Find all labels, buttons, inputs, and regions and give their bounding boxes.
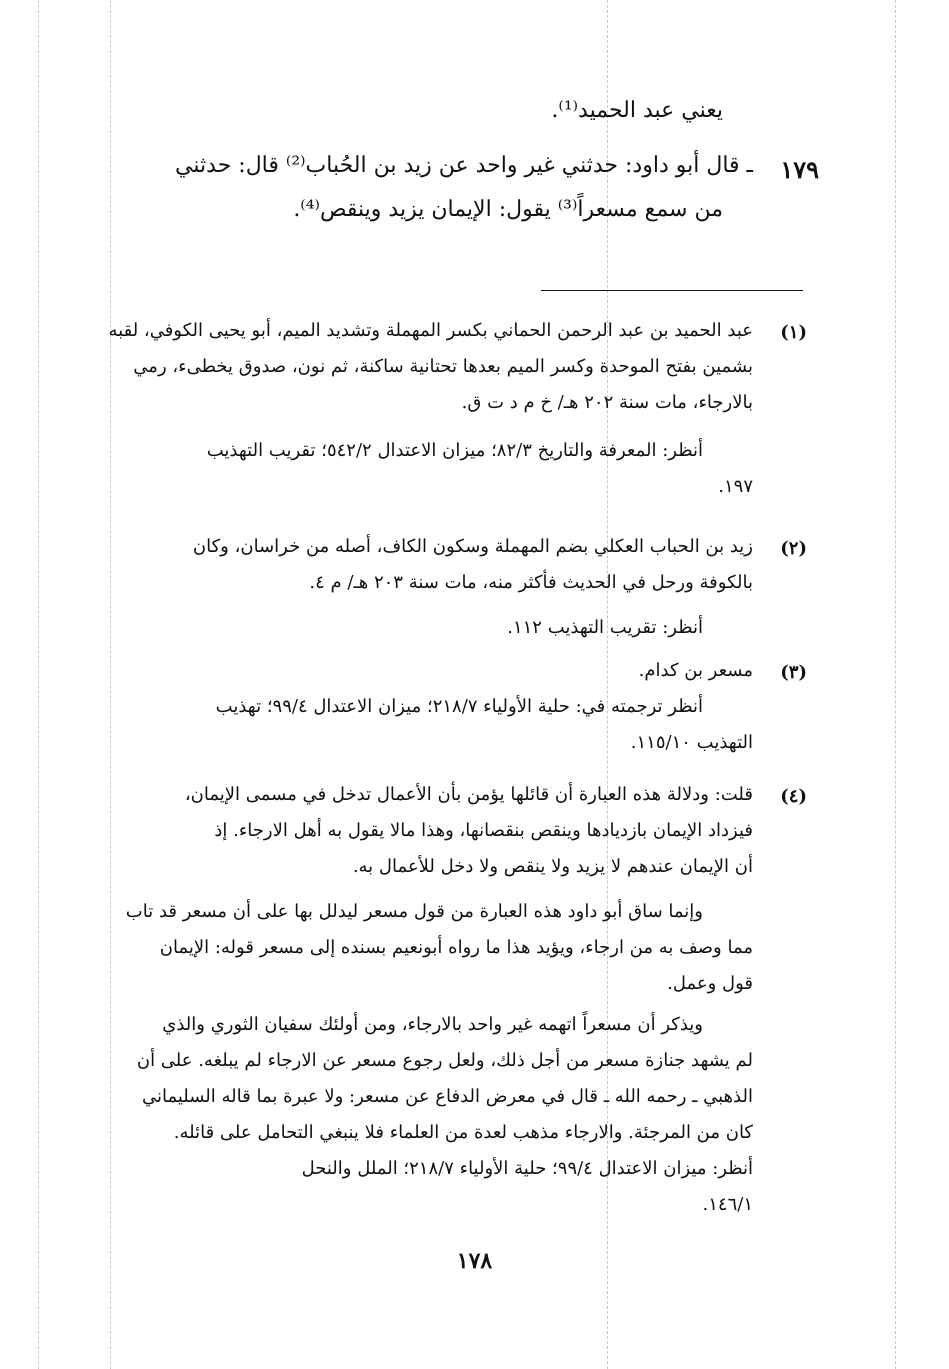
scan-guide-line: [38, 0, 39, 1369]
footnote-marker: (٣): [780, 662, 807, 683]
footnote-line: قلت: ودلالة هذه العبارة أن قائلها يؤمن بأن الأعمال تدخل في مسمى الإيمان،: [184, 784, 753, 805]
footnote-line: بشمين بفتح الموحدة وكسر الميم بعدها تحتانية ساكنة، ثم نون، صدوق يخطىء، رمي: [133, 356, 753, 377]
hadith-line: من سمع مسعراً⁽³⁾ يقول: الإيمان يزيد وينقص⁽⁴⁾.: [293, 197, 723, 222]
footnote-line: بالارجاء، مات سنة ٢٠٢ هـ/ خ م د ت ق.: [461, 392, 753, 413]
main-text-line: يعني عبد الحميد⁽¹⁾.: [551, 98, 723, 123]
footnote-separator: [541, 290, 803, 291]
scan-guide-line: [895, 0, 896, 1369]
footnote-marker: (١): [780, 322, 807, 343]
footnote-marker: (٢): [780, 538, 807, 559]
hadith-number: ١٧٩: [780, 155, 819, 184]
footnote-line: زيد بن الحباب العكلي بضم المهملة وسكون الكاف، أصله من خراسان، وكان: [192, 536, 753, 557]
footnote-line: أنظر ترجمته في: حلية الأولياء ٢١٨/٧؛ ميزان الاعتدال ٩٩/٤؛ تهذيب: [215, 696, 703, 717]
footnote-line: مسعر بن كدام.: [638, 660, 753, 681]
hadith-line: ـ قال أبو داود: حدثني غير واحد عن زيد بن الحُباب⁽²⁾ قال: حدثني: [175, 153, 753, 178]
page-number: ١٧٨: [456, 1248, 493, 1274]
footnote-line: ١٤٦/١.: [702, 1194, 753, 1215]
footnote-line: أنظر: المعرفة والتاريخ ٨٢/٣؛ ميزان الاعتدال ٥٤٢/٢؛ تقريب التهذيب: [206, 440, 703, 461]
footnote-line: كان من المرجئة. والارجاء مذهب لعدة من العلماء فلا ينبغي التحامل على قائله.: [173, 1122, 753, 1143]
footnote-line: أنظر: تقريب التهذيب ١١٢.: [507, 617, 703, 638]
footnote-line: ١٩٧.: [718, 476, 753, 497]
footnote-line: فيزداد الإيمان بازديادها وينقص بنقصانها، وهذا مالا يقول به أهل الارجاء. إذ: [214, 820, 753, 841]
footnote-line: لم يشهد جنازة مسعر من أجل ذلك، ولعل رجوع مسعر عن الارجاء لم يبلغه. على أن: [136, 1050, 753, 1071]
footnote-line: بالكوفة ورحل في الحديث فأكثر منه، مات سنة ٢٠٣ هـ/ م ٤.: [309, 572, 753, 593]
footnote-line: أن الإيمان عندهم لا يزيد ولا ينقص ولا دخل للأعمال به.: [352, 856, 753, 877]
scan-guide-line: [110, 0, 111, 1369]
footnote-line: التهذيب ١١٥/١٠.: [630, 732, 753, 753]
footnote-line: ويذكر أن مسعراً اتهمه غير واحد بالارجاء، ومن أولئك سفيان الثوري والذي: [162, 1014, 703, 1035]
footnote-marker: (٤): [780, 786, 807, 807]
footnote-line: قول وعمل.: [667, 973, 753, 994]
footnote-line: أنظر: ميزان الاعتدال ٩٩/٤؛ حلية الأولياء ٢١٨/٧؛ الملل والنحل: [301, 1158, 753, 1179]
footnote-line: وإنما ساق أبو داود هذه العبارة من قول مسعر ليدلل بها على أن مسعر قد تاب: [125, 901, 703, 922]
footnote-line: مما وصف به من ارجاء، ويؤيد هذا ما رواه أبونعيم بسنده إلى مسعر قوله: الإيمان: [159, 937, 753, 958]
footnote-line: الذهبي ـ رحمه الله ـ قال في معرض الدفاع عن مسعر: ولا عبرة بما قاله السليماني: [141, 1086, 753, 1107]
footnote-line: عبد الحميد بن عبد الرحمن الحماني بكسر المهملة وتشديد الميم، أبو يحيى الكوفي، لقبه: [108, 320, 753, 341]
